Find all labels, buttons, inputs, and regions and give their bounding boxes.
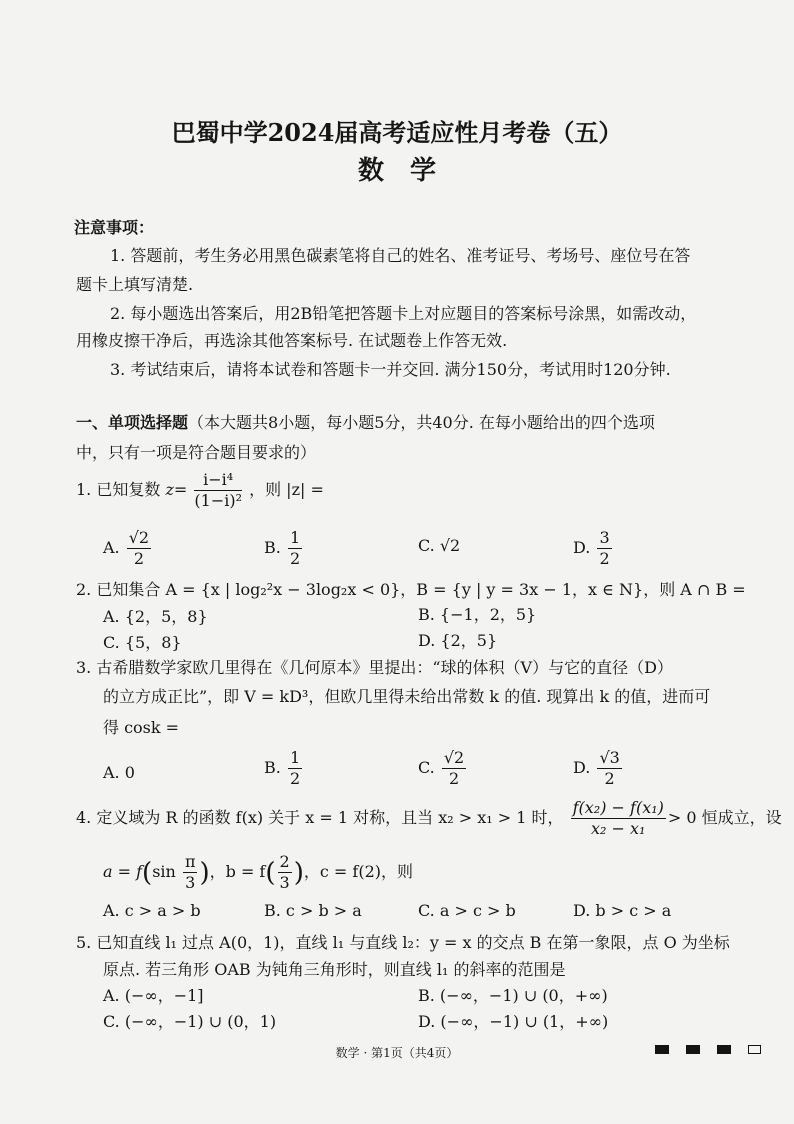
- q4-b-num: 2: [279, 852, 290, 871]
- q3-b-label: B.: [264, 758, 281, 777]
- q3-c-frac: [442, 748, 466, 789]
- q3-b-frac: [288, 748, 302, 789]
- q1-option-d: [573, 528, 614, 569]
- q1-b-num: 1: [289, 528, 301, 547]
- question-4-line-1: [76, 798, 782, 839]
- q2-option-c: C. {5，8}: [103, 633, 182, 652]
- q4-a-den: 3: [185, 873, 196, 892]
- q3-option-a: A. 0: [103, 763, 135, 782]
- empty-square-marker: [748, 1045, 761, 1054]
- page-footer: 数学 · 第1页（共4页）: [335, 1046, 459, 1060]
- q3-d-label: D.: [573, 758, 591, 777]
- q3-option-d: [573, 748, 624, 789]
- q1-a-label: A.: [103, 538, 120, 557]
- q4-a-num: π: [184, 852, 196, 871]
- q5-option-a: A. (−∞，−1]: [103, 986, 204, 1005]
- q1-d-num: 3: [599, 528, 610, 547]
- q3-option-c: [418, 748, 468, 789]
- q4-diff-quotient: [571, 798, 666, 839]
- q1-d-den: 2: [599, 549, 610, 568]
- q4-option-c: C. a > c > b: [418, 901, 516, 920]
- q3-b-num: 1: [289, 748, 301, 767]
- q1-option-a: [103, 528, 153, 569]
- q3-d-frac: [597, 748, 621, 789]
- filled-square-marker: [655, 1045, 669, 1054]
- q1-a-num: √2: [128, 528, 150, 547]
- q4-option-d: D. b > c > a: [573, 901, 672, 920]
- q1-c-label: C.: [418, 536, 435, 555]
- q1-b-frac: [288, 528, 302, 569]
- q3-c-num: √2: [443, 748, 465, 767]
- notice-item-1: 1. 答题前，考生务必用黑色碳素笔将自己的姓名、准考证号、考场号、座位号在答: [110, 246, 691, 265]
- question-4-line-2: a = f(sin $\frac{\pi}{3}$ )，b = f( $\frac{2}{3}$ )，c = f(2)，则: [103, 852, 413, 892]
- q3-d-den: 2: [604, 769, 615, 788]
- q1-b-den: 2: [289, 549, 301, 568]
- q1-num: i−i⁴: [194, 470, 242, 491]
- question-2-stem: 2. 已知集合 A = {x | log₂²x − 3log₂x < 0}，B = {y | y = 3x − 1，x ∈ N}，则 A ∩ B =: [76, 580, 746, 599]
- q3-c-label: C.: [418, 758, 435, 777]
- q1-fraction: [194, 470, 242, 511]
- question-5-line-1: 5. 已知直线 l₁ 过点 A(0，1)，直线 l₁ 与直线 l₂：y = x 的交点 B 在第一象限，点 O 为坐标: [76, 933, 730, 952]
- q1-var: z=: [165, 480, 188, 499]
- section-desc: （本大题共8小题，每小题5分，共40分. 在每小题给出的四个选项: [188, 413, 655, 432]
- q1-label: 1. 已知复数: [76, 480, 161, 499]
- q2-option-d: D. {2，5}: [418, 631, 498, 650]
- q4-stem-tail: > 0 恒成立，设: [667, 808, 782, 827]
- q4-b-den: 3: [279, 873, 290, 892]
- q1-den: (1−i)²: [194, 491, 242, 510]
- filled-square-marker: [686, 1045, 700, 1054]
- subject-title: 数 学: [357, 156, 436, 186]
- q1-option-b: [264, 528, 304, 569]
- q4-frac-den: x₂ − x₁: [591, 819, 646, 838]
- q3-option-b: [264, 748, 304, 789]
- q5-option-b: B. (−∞，−1) ∪ (0，+∞): [418, 986, 608, 1005]
- q1-option-c: [418, 538, 460, 554]
- notice-item-2-cont: 用橡皮擦干净后，再选涂其他答案标号. 在试题卷上作答无效.: [76, 331, 508, 350]
- question-3-line-2: 的立方成正比”，即 V = kD³，但欧几里得未给出常数 k 的值. 现算出 k 的值，进而可: [103, 687, 711, 706]
- notice-item-2: 2. 每小题选出答案后，用2B铅笔把答题卡上对应题目的答案标号涂黑，如需改动，: [110, 304, 697, 323]
- q1-b-label: B.: [264, 538, 281, 557]
- q1-d-frac: [597, 528, 611, 569]
- q1-tail: ，则 |z| =: [249, 480, 324, 499]
- q4-b-frac: [278, 852, 292, 893]
- question-3-line-3: 得 cosk =: [103, 718, 180, 737]
- q4-option-a: A. c > a > b: [103, 901, 201, 920]
- exam-title: 巴蜀中学2024届高考适应性月考卷（五）: [171, 118, 623, 147]
- q3-c-den: 2: [448, 769, 460, 788]
- q4-c-part: ，c = f(2)，则: [303, 862, 413, 881]
- q4-a-frac: [183, 852, 198, 893]
- q1-c-val: √2: [439, 536, 461, 555]
- q5-option-c: C. (−∞，−1) ∪ (0，1): [103, 1012, 277, 1031]
- q3-d-num: √3: [599, 748, 620, 767]
- notice-item-3: 3. 考试结束后，请将本试卷和答题卡一并交回. 满分150分，考试用时120分钟.: [110, 360, 671, 379]
- question-1-stem: [76, 470, 324, 511]
- section-title: 一、单项选择题: [76, 413, 189, 432]
- section-desc-cont: 中，只有一项是符合题目要求的）: [76, 443, 317, 462]
- q5-option-d: D. (−∞，−1) ∪ (1，+∞): [418, 1012, 609, 1031]
- notice-item-1-cont: 题卡上填写清楚.: [76, 275, 194, 294]
- q4-a-sin: sin: [152, 862, 176, 881]
- filled-square-marker: [717, 1045, 731, 1054]
- q4-frac-num: f(x₂) − f(x₁): [572, 798, 664, 817]
- q4-b-pre: ，b = f: [209, 862, 266, 881]
- q4-stem: 4. 定义域为 R 的函数 f(x) 关于 x = 1 对称，且当 x₂ > x₁ > 1 时，: [76, 808, 564, 827]
- question-5-line-2: 原点. 若三角形 OAB 为钝角三角形时，则直线 l₁ 的斜率的范围是: [103, 960, 566, 979]
- q4-a-pre: a = f: [103, 862, 143, 881]
- question-3-line-1: 3. 古希腊数学家欧几里得在《几何原本》里提出：“球的体积（V）与它的直径（D）: [76, 658, 673, 677]
- q1-a-den: 2: [133, 549, 145, 568]
- q3-b-den: 2: [289, 769, 301, 788]
- q4-option-b: B. c > b > a: [264, 901, 362, 920]
- notice-heading: 注意事项：: [74, 218, 155, 237]
- q1-d-label: D.: [573, 538, 591, 557]
- section-heading: [76, 415, 655, 431]
- q2-option-a: A. {2，5，8}: [103, 607, 208, 626]
- q1-a-frac: [127, 528, 151, 569]
- q2-option-b: B. {−1，2，5}: [418, 605, 537, 624]
